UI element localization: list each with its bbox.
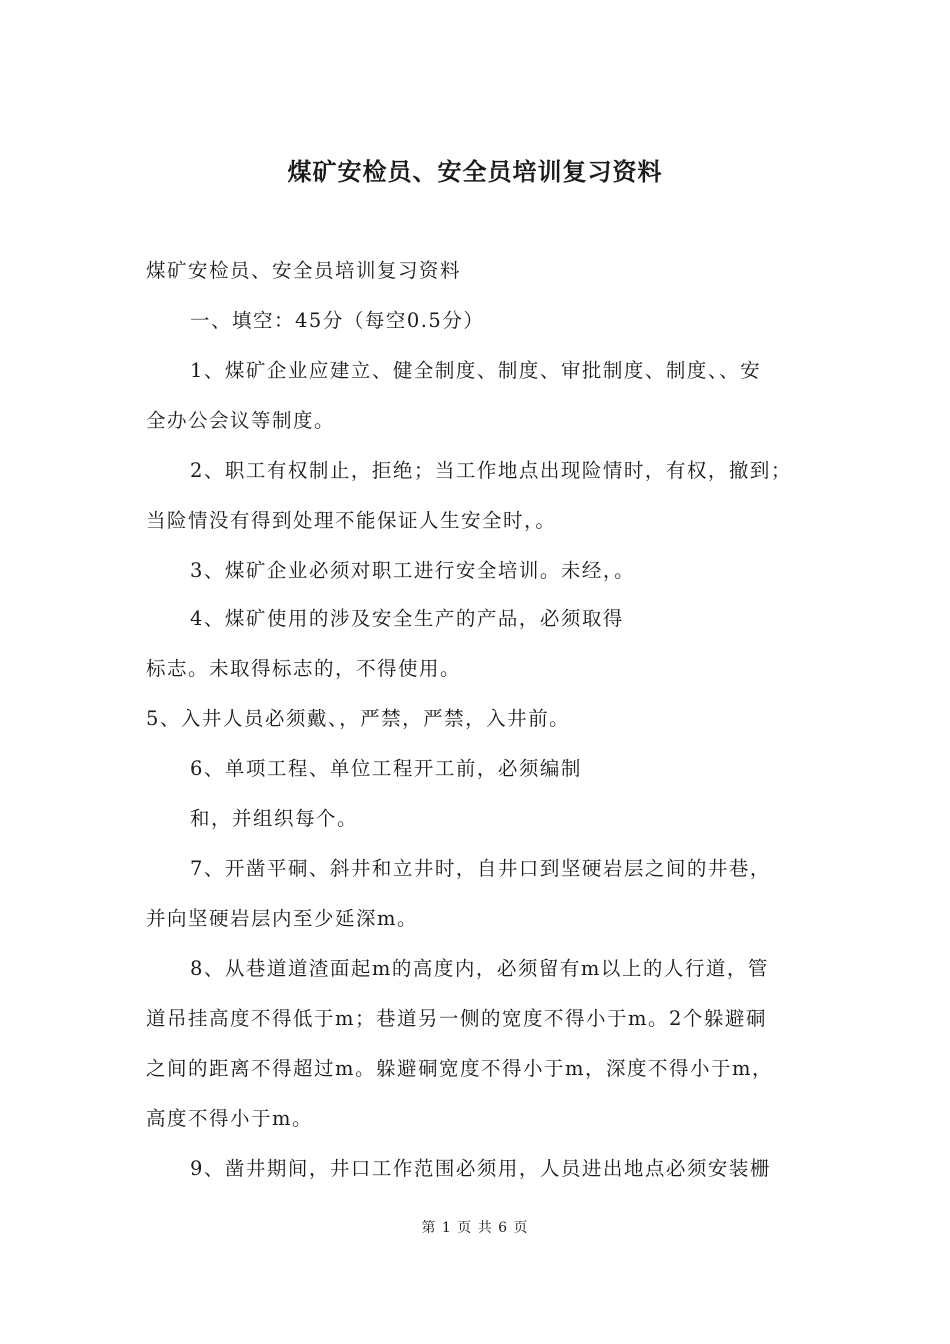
text-line: 6、单项工程、单位工程开工前，必须编制 [190, 757, 582, 780]
text-line: 道吊挂高度不得低于m；巷道另一侧的宽度不得小于m。2个躲避硐 [146, 1007, 767, 1030]
text-line: 9、凿井期间，井口工作范围必须用，人员进出地点必须安装栅 [190, 1157, 771, 1180]
text-line: 之间的距离不得超过m。躲避硐宽度不得小于m，深度不得小于m， [146, 1057, 773, 1080]
text-line: 并向坚硬岩层内至少延深m。 [146, 907, 418, 930]
text-line: 一、填空：45分（每空0.5分） [190, 309, 485, 332]
text-line: 1、煤矿企业应建立、健全制度、制度、审批制度、制度、、安 [190, 359, 762, 382]
text-line: 5、入井人员必须戴、，严禁，严禁，入井前。 [146, 707, 571, 730]
text-line: 8、从巷道道渣面起m的高度内，必须留有m以上的人行道，管 [190, 957, 769, 980]
text-line: 2、职工有权制止，拒绝；当工作地点出现险情时，有权，撤到； [190, 459, 792, 482]
text-line: 全办公会议等制度。 [146, 409, 336, 432]
text-line: 3、煤矿企业必须对职工进行安全培训。未经，。 [190, 559, 636, 582]
text-line: 高度不得小于m。 [146, 1107, 313, 1130]
text-line: 4、煤矿使用的涉及安全生产的产品，必须取得 [190, 607, 624, 630]
document-title: 煤矿安检员、安全员培训复习资料 [287, 157, 663, 186]
text-line: 7、开凿平硐、斜井和立井时，自井口到坚硬岩层之间的井巷， [190, 857, 771, 880]
text-line: 煤矿安检员、安全员培训复习资料 [146, 259, 462, 282]
text-line: 和，并组织每个。 [190, 807, 359, 830]
text-line: 标志。未取得标志的，不得使用。 [146, 657, 462, 680]
text-line: 当险情没有得到处理不能保证人生安全时，。 [146, 509, 557, 532]
page-footer: 第 1 页 共 6 页 [421, 1220, 529, 1236]
